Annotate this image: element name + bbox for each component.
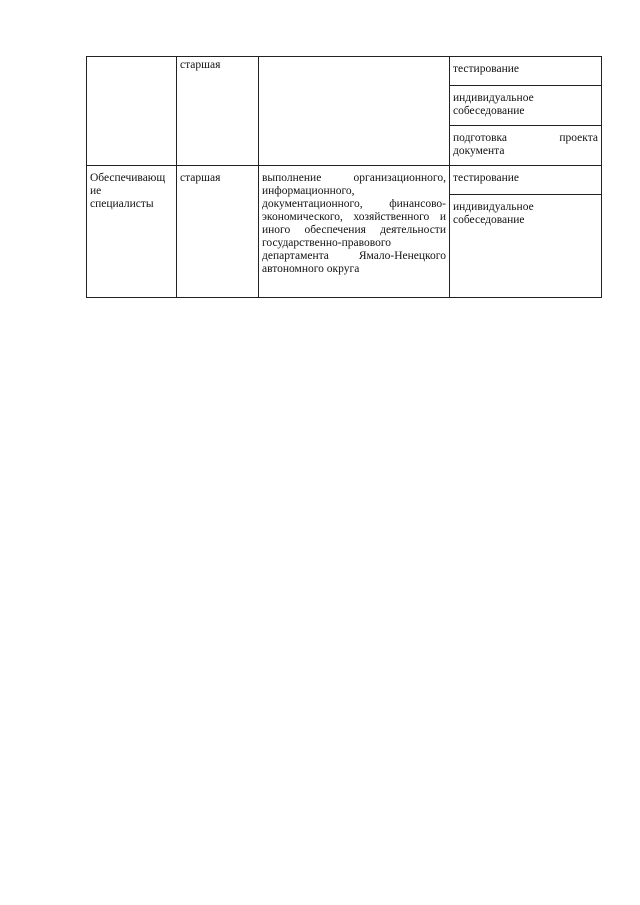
method-word: документа [453,145,505,157]
duties-cell: выполнение организационного, информационного, документационного, финансово-экономического, хозяйственного и иного обеспечения деятельности государственно-правового департамента Ямало-Ненецкого автономного округа [259,166,450,298]
method-cell: тестирование [450,57,602,86]
project-line [453,132,598,145]
method-cell-project [450,126,602,166]
group-name-line: ие [90,185,102,197]
method-cell: индивидуальное собеседование [450,86,602,126]
group-name-cell [87,166,177,298]
table-row [87,166,602,195]
group-name-line: специалисты [90,198,154,210]
qualification-table [86,56,602,298]
method-word: проекта [559,132,598,144]
method-word: подготовка [453,132,508,144]
table-row [87,57,602,86]
group-name-cell [87,57,177,166]
level-cell: старшая [177,57,259,166]
method-cell: тестирование [450,166,602,195]
group-name-line: Обеспечивающ [90,172,166,184]
duties-cell [259,57,450,166]
method-cell: индивидуальное собеседование [450,195,602,298]
level-cell: старшая [177,166,259,298]
